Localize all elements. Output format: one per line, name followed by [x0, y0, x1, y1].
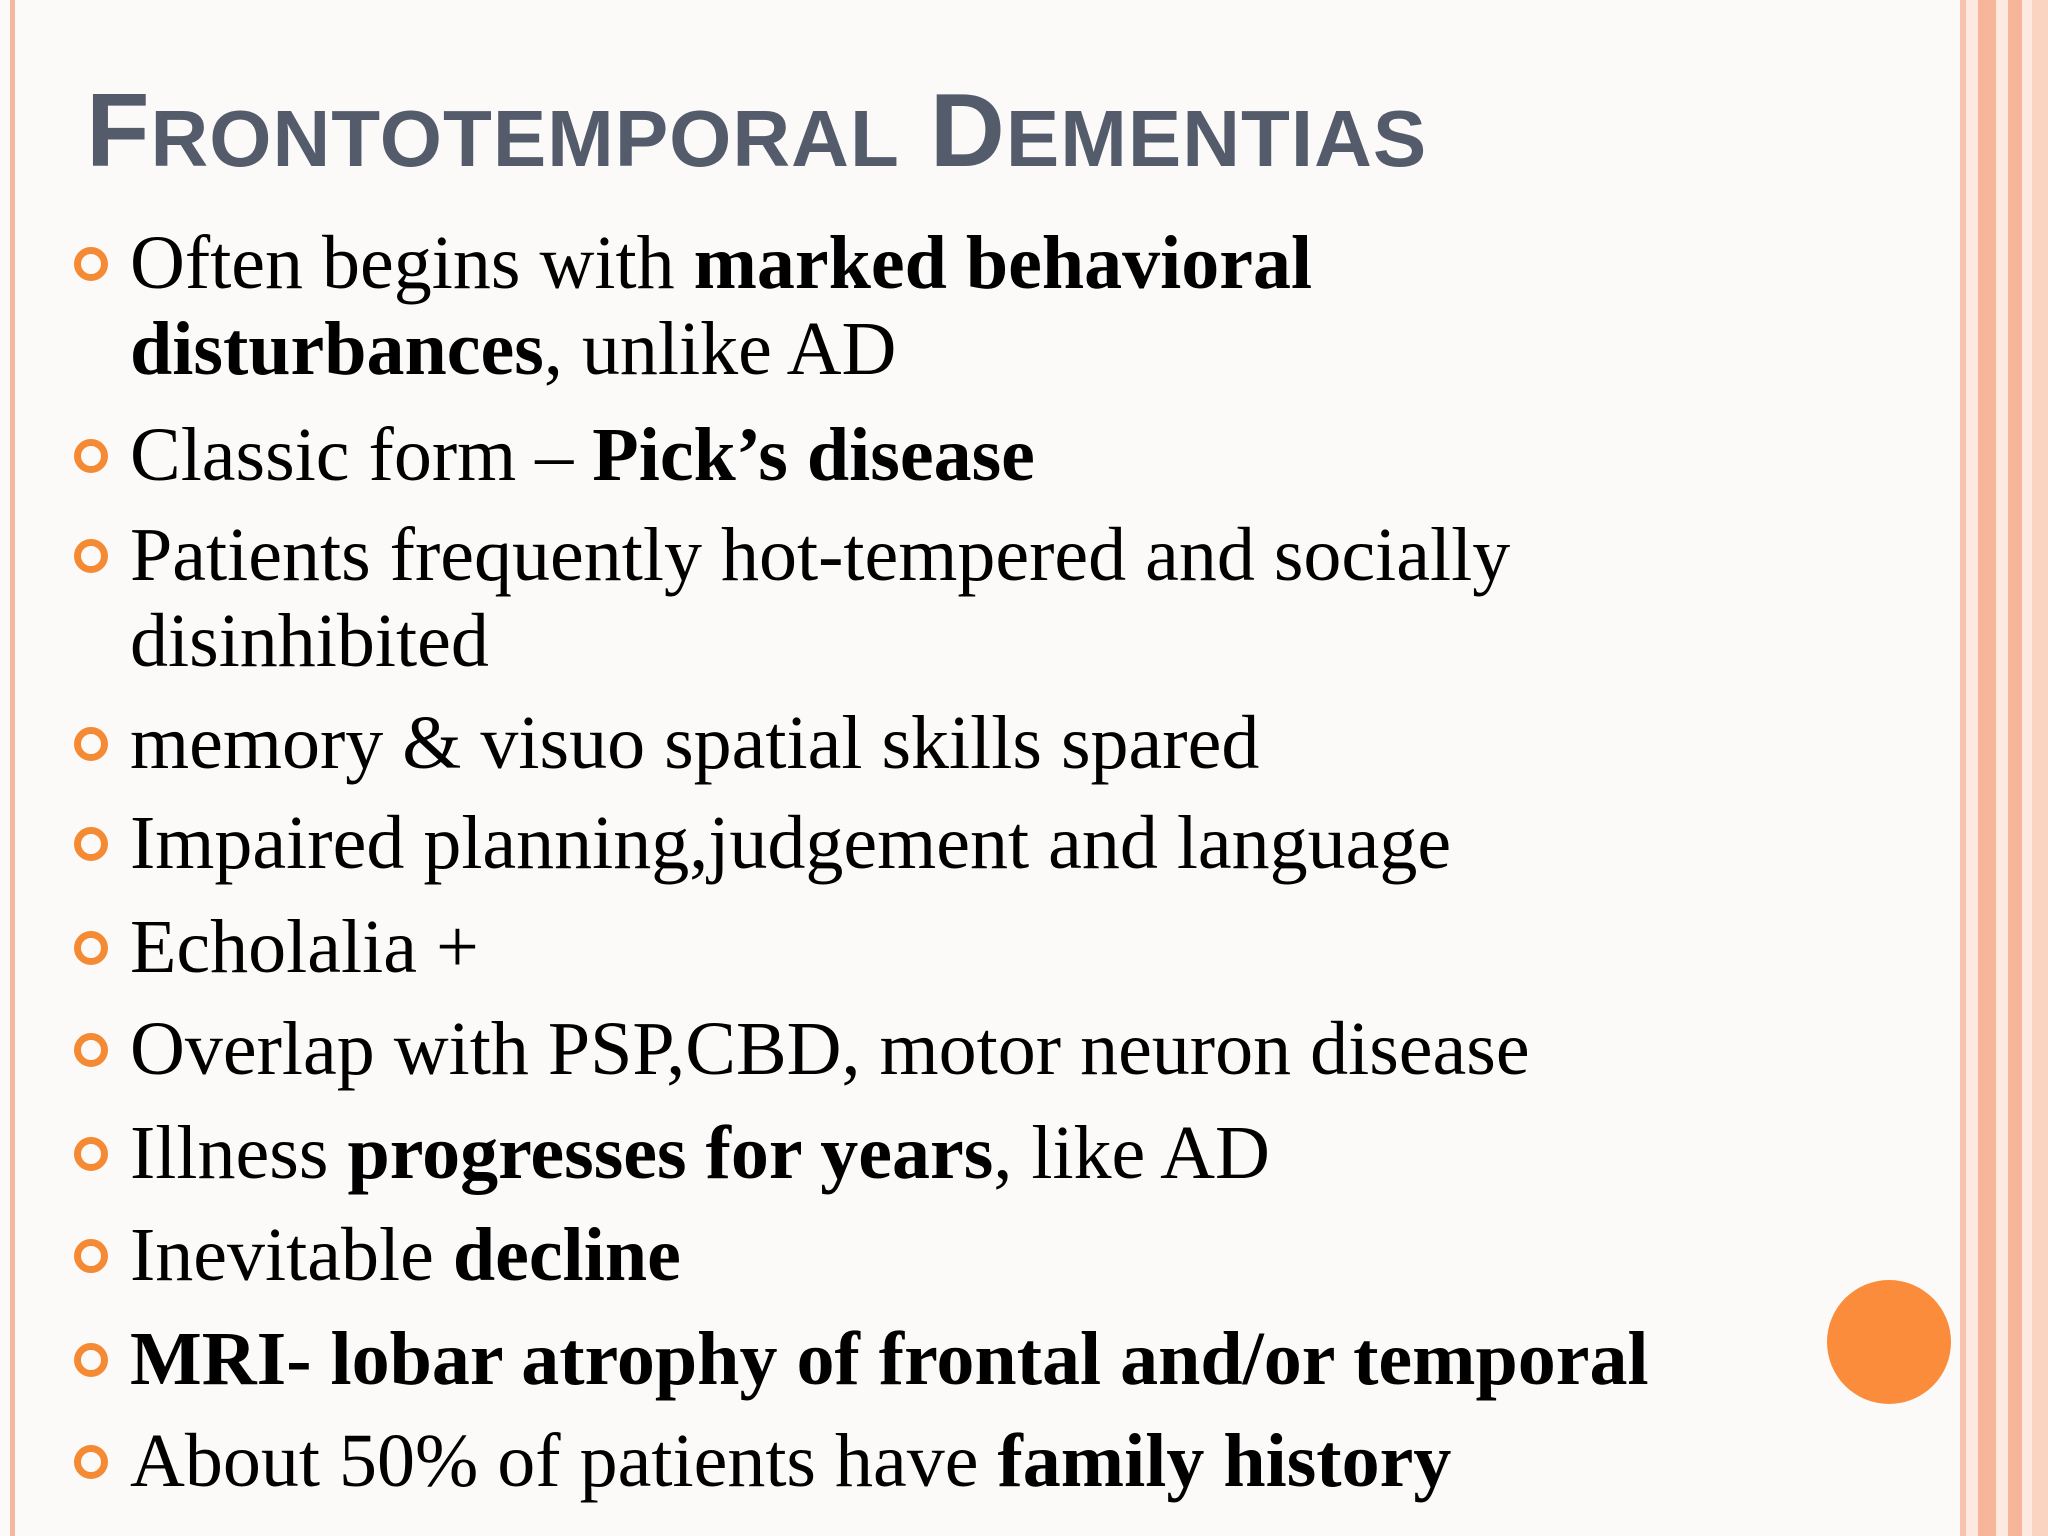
bold-text: MRI- lobar atrophy of frontal and/or temporal	[130, 1317, 1649, 1401]
bullet-item	[0, 1212, 1830, 1298]
bullet-text-line	[130, 800, 1451, 886]
bullet-marker-icon	[74, 539, 108, 573]
text-run: Inevitable	[130, 1213, 453, 1297]
bold-text: marked behavioral	[693, 221, 1313, 305]
text-run: Impaired planning,judgement and language	[130, 801, 1452, 885]
bullet-text-line	[130, 306, 896, 392]
bullet-item	[0, 904, 1830, 990]
title-rest: RONTOTEMPORAL	[150, 94, 900, 183]
title-rest: EMENTIAS	[1005, 94, 1428, 183]
bullet-marker-icon	[74, 931, 108, 965]
bullet-text-line	[130, 1006, 1530, 1092]
bullet-text-line	[130, 598, 489, 684]
text-run: , like AD	[993, 1111, 1270, 1195]
bullet-marker-icon	[74, 1445, 108, 1479]
bullet-item	[0, 700, 1830, 786]
bullet-text-line	[130, 1316, 1649, 1402]
slide-title	[86, 74, 1427, 188]
bullet-marker-icon	[74, 727, 108, 761]
bullet-item	[0, 1006, 1830, 1092]
bullet-item	[0, 1316, 1830, 1402]
bullet-text-line	[130, 1110, 1270, 1196]
right-border-stripe	[1978, 0, 1996, 1536]
bold-text: disturbances	[130, 307, 544, 391]
bullet-marker-icon	[74, 439, 108, 473]
bullet-text-line	[130, 220, 1312, 306]
bold-text: Pick’s disease	[592, 413, 1035, 497]
bullet-text-line	[130, 412, 1035, 498]
bullet-text-line	[130, 1212, 681, 1298]
bullet-item	[0, 1418, 1830, 1504]
bold-text: progresses for years	[347, 1111, 994, 1195]
text-run: Overlap with PSP,CBD, motor neuron disease	[130, 1007, 1530, 1091]
text-run: Often begins with	[130, 221, 694, 305]
text-run: memory & visuo spatial skills spared	[130, 701, 1260, 785]
bullet-marker-icon	[74, 827, 108, 861]
bullet-text-line	[130, 1418, 1451, 1504]
orange-circle-decoration	[1827, 1280, 1951, 1404]
bold-text: decline	[452, 1213, 681, 1297]
text-run: Illness	[130, 1111, 348, 1195]
text-run: Echolalia +	[130, 905, 479, 989]
bullet-marker-icon	[74, 1239, 108, 1273]
bullet-text-line	[130, 904, 479, 990]
right-border-stripe	[2032, 0, 2048, 1536]
bullet-item	[0, 412, 1830, 498]
title-initial: D	[929, 73, 1006, 189]
text-run: Patients frequently hot-tempered and socially	[130, 513, 1511, 597]
text-run: disinhibited	[130, 599, 489, 683]
bullet-item	[0, 1110, 1830, 1196]
text-run: About 50% of patients have	[130, 1419, 998, 1503]
bullet-marker-icon	[74, 1343, 108, 1377]
bullet-item	[0, 512, 1830, 684]
bullet-marker-icon	[74, 1033, 108, 1067]
bullet-marker-icon	[74, 247, 108, 281]
bullet-item	[0, 800, 1830, 886]
right-border-stripe	[2008, 0, 2022, 1536]
bold-text: family history	[997, 1419, 1452, 1503]
bullet-item	[0, 220, 1830, 392]
bullet-marker-icon	[74, 1137, 108, 1171]
bullet-text-line	[130, 700, 1259, 786]
text-run: Classic form –	[130, 413, 593, 497]
title-initial: F	[86, 73, 151, 189]
bullet-text-line	[130, 512, 1510, 598]
text-run: , unlike AD	[543, 307, 897, 391]
